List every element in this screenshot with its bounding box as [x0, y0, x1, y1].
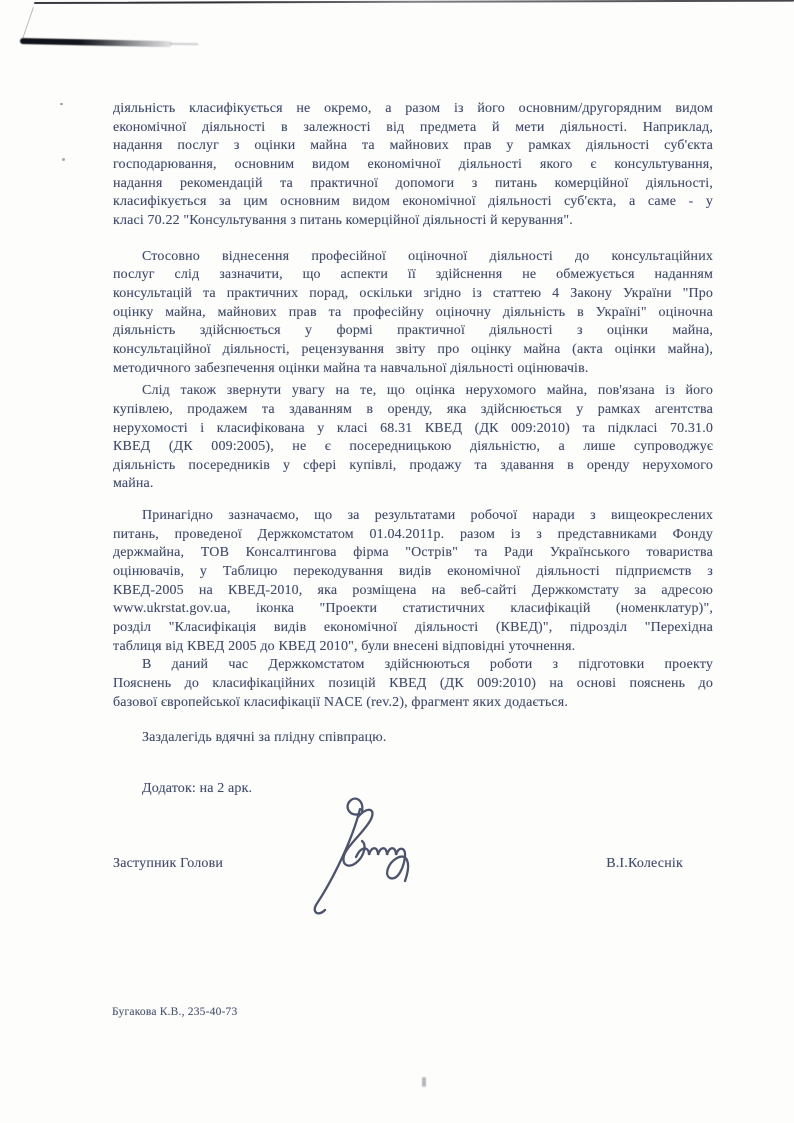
- text-line: надання рекомендацій та практичної допомоги з питань комерційної діяльності,: [113, 175, 713, 191]
- text-line: класі 70.22 "Консультування з питань комерційної діяльності й керування".: [113, 212, 573, 228]
- text-line: Слід також звернути увагу на те, що оцінка нерухомого майна, пов'язана із його: [142, 383, 713, 399]
- text-line: купівлею, продажем та здаванням в оренду, яка здійснюється у рамках агентства: [113, 401, 713, 417]
- letter-body: [113, 100, 713, 799]
- executor-contact-note: Бугакова К.В., 235-40-73: [112, 1006, 238, 1018]
- text-line: господарювання, основним видом економічної діяльності якого є консультування,: [113, 156, 713, 172]
- text-line: www.ukrstat.gov.ua, іконка "Проекти статистичних класифікацій (номенклатур)",: [113, 601, 713, 617]
- paragraph-recoding-table: [113, 507, 713, 656]
- paragraph-nace-explanations: [113, 656, 713, 712]
- text-line: діяльність класифікується не окремо, а разом із його основним/другорядним видом: [113, 101, 713, 116]
- text-line: Додаток: на 2 арк.: [142, 781, 253, 796]
- text-line: КВЕД-2005 на КВЕД-2010, яка розміщена на веб-сайті Держкомстату за адресою: [113, 582, 713, 598]
- signer-name: В.І.Колеснік: [606, 856, 683, 871]
- text-line: Заздалегідь вдячні за плідну співпрацю.: [142, 730, 387, 746]
- text-line: нерухомості і класифікована у класі 68.31 КВЕД (ДК 009:2010) та підкласі 70.31.0: [113, 420, 713, 436]
- text-line: методичного забезпечення оцінки майна та навчальної діяльності оцінювачів.: [113, 360, 589, 376]
- text-line: класифікується за цим основним видом економічної діяльності суб'єкта, а саме - у: [113, 194, 713, 210]
- text-line: консультаційної діяльності, рецензування звіту про оцінку майна (акта оцінки майна),: [113, 341, 713, 357]
- scan-artifact-ink-streak-tail: [170, 43, 198, 45]
- text-line: економічної діяльності в залежності від предмета й мети діяльності. Наприклад,: [113, 119, 713, 135]
- text-line: консультацій та практичних порад, оскільки згідно із статтею 4 Закону України "Про: [113, 285, 713, 301]
- signer-title: Заступник Голови: [113, 856, 224, 871]
- paragraph-closing: [113, 729, 713, 748]
- signature-block: [113, 856, 713, 872]
- text-line: Стосовно віднесення професійної оціночної діяльності до консультаційних: [142, 248, 713, 264]
- text-line: оцінку майна, майнових прав та професійну оціночну діяльність в Україні" оціночна: [113, 304, 713, 320]
- text-line: оцінювачів, у Таблицю перекодування видів економічної діяльності підприємств з: [113, 564, 713, 580]
- text-line: держмайна, ТОВ Консалтингова фірма "Острів" та Ради Українського товариства: [113, 545, 713, 561]
- text-line: розділ "Класифікація видів економічної діяльності (КВЕД)", підрозділ "Перехідна: [113, 620, 713, 636]
- scan-artifact-corner-fold-line: [22, 7, 34, 40]
- text-line: КВЕД (ДК 009:2005), не є посередницькою діяльністю, а лише супроводжує: [113, 439, 713, 455]
- text-line: діяльність посередників у сфері купівлі, продажу та здавання в оренду нерухомого: [113, 457, 713, 473]
- scan-artifact-margin-dot: [62, 158, 65, 161]
- text-line: В даний час Держкомстатом здійснюються роботи з підготовки проекту: [142, 657, 713, 673]
- text-line: базової європейської класифікації NACE (rev.2), фрагмент яких додається.: [113, 694, 569, 710]
- text-line: надання послуг з оцінки майна та майнових прав у рамках діяльності суб'єкта: [113, 138, 713, 154]
- paragraph-continuation: [113, 100, 713, 231]
- text-line: Пояснень до класифікаційних позицій КВЕД (ДК 009:2010) на основі пояснень до: [113, 676, 713, 692]
- scan-artifact-ink-streak: [20, 38, 172, 47]
- text-line: таблиця від КВЕД 2005 до КВЕД 2010", були внесені відповідні уточнення.: [113, 638, 576, 654]
- text-line: питань, проведеної Держкомстатом 01.04.2011р. разом із з представниками Фонду: [113, 526, 713, 542]
- scan-artifact-margin-dot: [60, 103, 63, 105]
- scan-artifact-top-line: [34, 0, 794, 4]
- paragraph-valuation-activity: [113, 248, 713, 379]
- paragraph-real-estate: [113, 382, 713, 494]
- text-line: діяльність здійснюється у формі практичної діяльності з оцінки майна,: [113, 323, 713, 339]
- text-line: Принагідно зазначаємо, що за результатами робочої наради з вищеокреслених: [142, 508, 713, 524]
- text-line: послуг слід зазначити, що аспекти її здійснення не обмежується наданням: [113, 267, 713, 283]
- text-line: майна.: [113, 476, 154, 492]
- scan-artifact-bottom-speck: [422, 1077, 426, 1087]
